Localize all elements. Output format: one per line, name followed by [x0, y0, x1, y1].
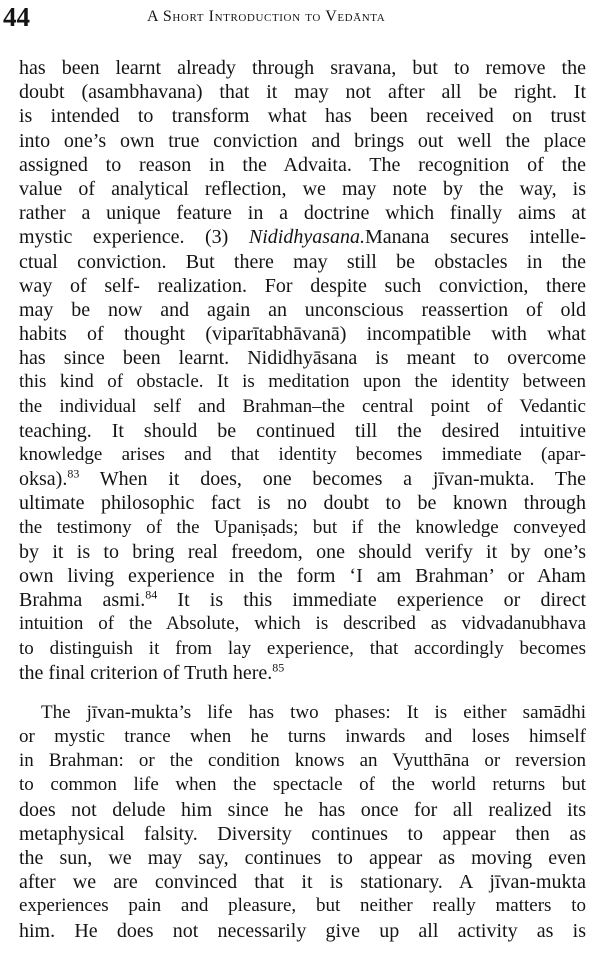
text-line: after we are convinced that it is stationary. A jīvan-mukta — [19, 871, 586, 894]
text-line: doubt (asambhavana) that it may not after all be right. It — [19, 81, 586, 104]
text-line: has been learnt already through sravana, but to remove the — [19, 57, 586, 79]
text-line: the testimony of the Upaniṣads; but if the knowledge conveyed — [19, 516, 586, 538]
running-head: A Short Introduction to Vedānta — [147, 8, 386, 25]
text-line: metaphysical falsity. Diversity continues to appear then as — [19, 822, 586, 845]
text-line: him. He does not necessarily give up all activity as is — [19, 919, 586, 942]
text-line: into one’s own true conviction and brings out well the place — [19, 129, 586, 152]
text-line: by it is to bring real freedom, one should verify it by one’s — [19, 540, 586, 563]
paragraph — [19, 56, 586, 685]
text-line: to distinguish it from lay experience, that accordingly becomes — [19, 637, 586, 659]
text-line: experiences pain and pleasure, but neither really matters to — [19, 895, 586, 917]
text-line: to common life when the spectacle of the world returns but — [19, 774, 586, 796]
text-line: own living experience in the form ‘I am Brahman’ or Aham — [19, 564, 586, 587]
text-line: may be now and again an unconscious reassertion of old — [19, 298, 586, 321]
text-line: in Brahman: or the condition knows an Vyutthāna or reversion — [19, 750, 586, 772]
page-number: 44 — [3, 2, 30, 32]
text-line: this kind of obstacle. It is meditation upon the identity between — [19, 371, 586, 393]
text-line: the final criterion of Truth here.$^{85}$ — [19, 660, 285, 684]
text-line: assigned to reason in the Advaita. The recognition of the — [19, 153, 586, 176]
paragraph — [19, 701, 586, 943]
text-line: is intended to transform what has been received on trust — [19, 105, 586, 128]
text-line: teaching. It should be continued till the desired intuitive — [19, 419, 586, 442]
footnote-ref: 84 — [145, 587, 158, 602]
text-line: The jīvan-mukta’s life has two phases: It is either samādhi — [41, 701, 586, 723]
text-line: intuition of the Absolute, which is described as vidvadanubhava — [19, 613, 586, 635]
text-line: does not delude him since he has once for all realized its — [19, 798, 586, 821]
text-line: the sun, we may say, continues to appear as moving even — [19, 847, 586, 869]
text-line: ultimate philosophic fact is no doubt to be known through — [19, 492, 586, 515]
footnote-ref: 83 — [67, 466, 80, 481]
italic-term: Nididhyasana. — [248, 226, 365, 249]
text-line: oksa).$^{83}$ When it does, one becomes a jīvan-mukta. The — [19, 466, 586, 491]
text-line: way of self- realization. For despite such conviction, there — [19, 274, 586, 297]
text-line: Brahma asmi.$^{84}$ It is this immediate experience or direct — [19, 587, 586, 612]
text-line: habits of thought (viparītabhāvanā) incompatible with what — [19, 323, 586, 346]
body-text — [19, 56, 586, 943]
text-line: ctual conviction. But there may still be obstacles in the — [19, 250, 586, 273]
text-line: rather a unique feature in a doctrine which finally aims at — [19, 202, 586, 225]
text-line: has since been learnt. Nididhyāsana is meant to overcome — [19, 347, 586, 370]
text-line: value of analytical reflection, we may note by the way, is — [19, 177, 586, 200]
paragraph-gap — [19, 685, 586, 701]
page-header — [0, 0, 600, 40]
footnote-ref: 85 — [272, 660, 285, 675]
text-line: knowledge arises and that identity becomes immediate (apar- — [19, 444, 586, 465]
text-line: the individual self and Brahman–the central point of Vedantic — [19, 395, 586, 417]
text-line: mystic experience. (3) Nididhyasana.Manana secures intelle- — [19, 226, 586, 249]
text-line: or mystic trance when he turns inwards and loses himself — [19, 726, 586, 748]
